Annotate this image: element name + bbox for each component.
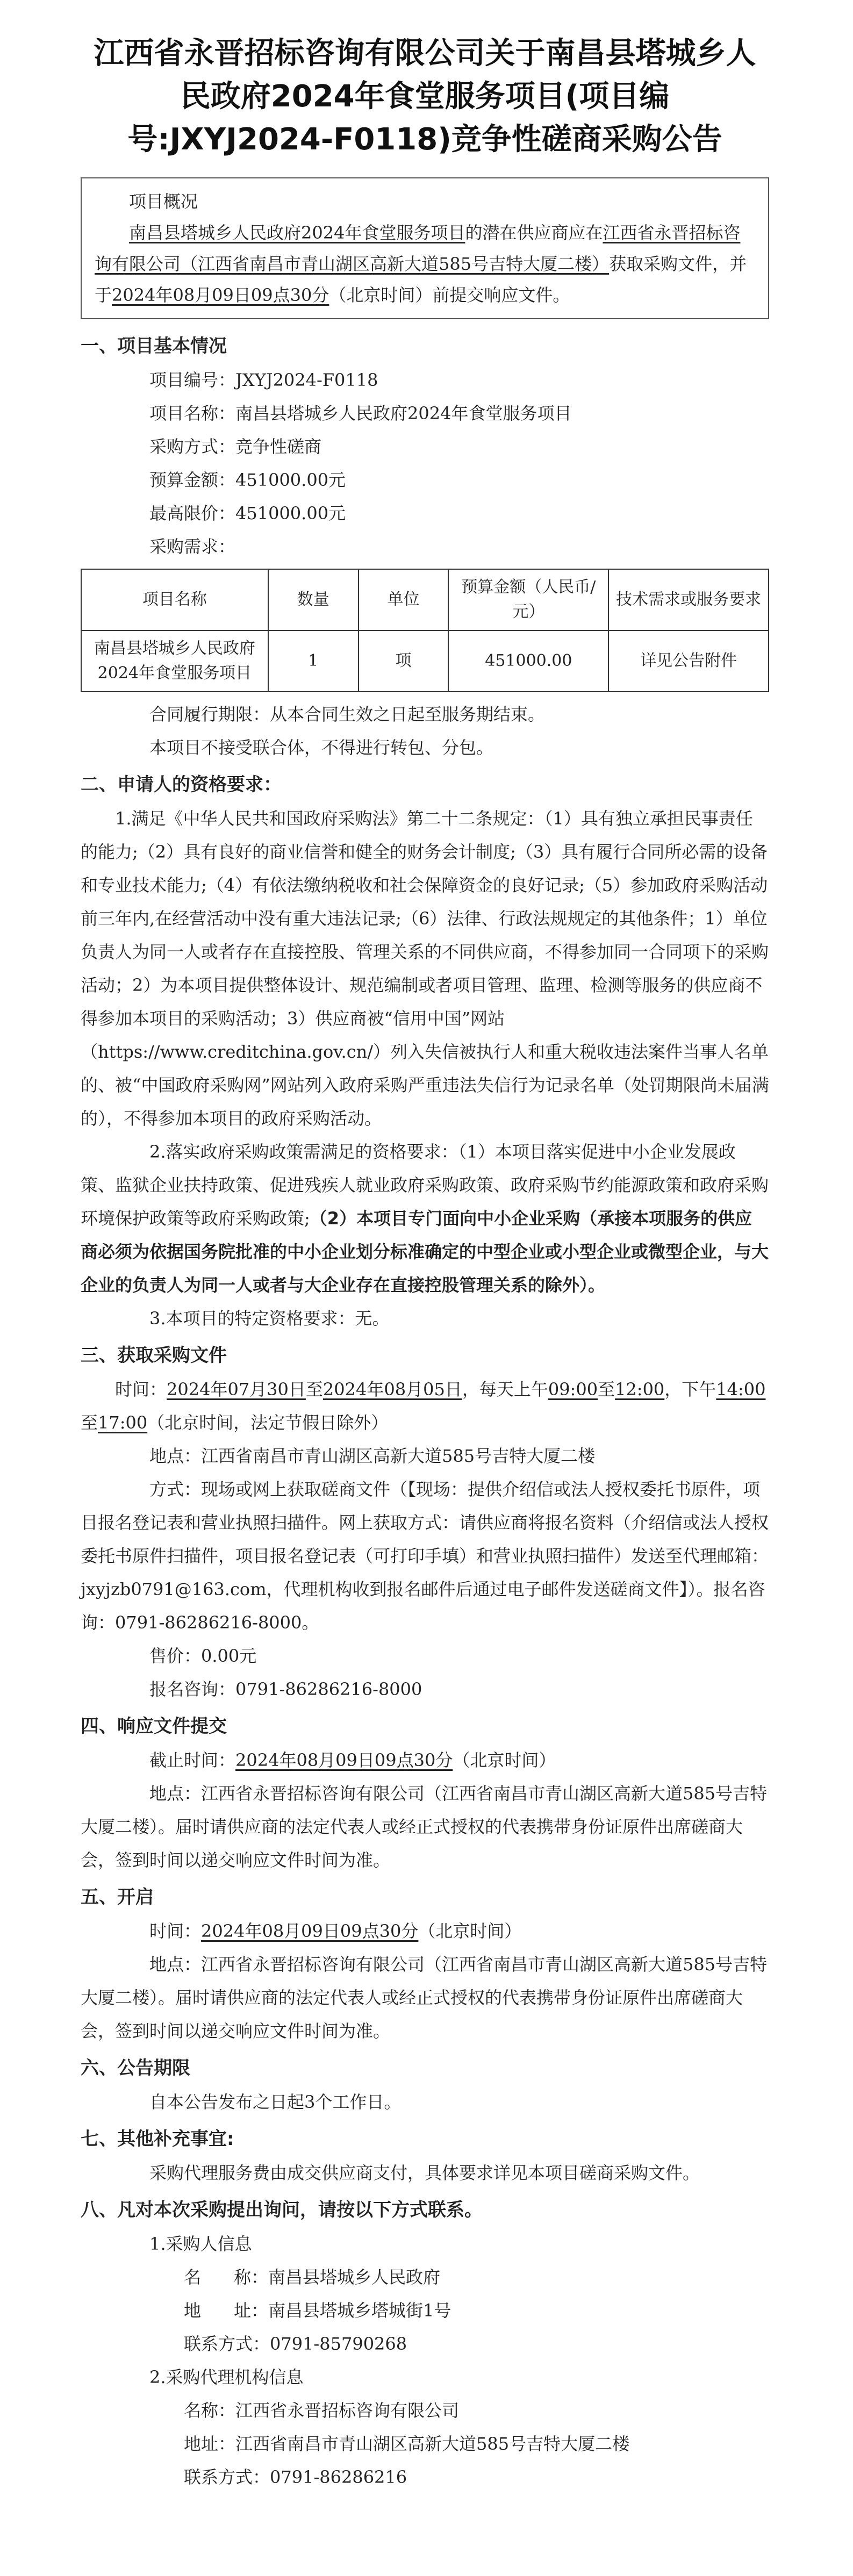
announcement-title: 江西省永晋招标咨询有限公司关于南昌县塔城乡人民政府2024年食堂服务项目(项目编号:JXYJ2024-F0118)竞争性磋商采购公告	[94, 36, 756, 157]
other-matters: 采购代理服务费由成交供应商支付，具体要求详见本项目磋商采购文件。	[149, 2163, 700, 2183]
contract-period: 合同履行期限：从本合同生效之日起至服务期结束。	[149, 704, 546, 724]
table-cell: 南昌县塔城乡人民政府2024年食堂服务项目	[81, 630, 268, 692]
registration-contact: 报名咨询：0791-86286216-8000	[149, 1679, 422, 1699]
project-number: 项目编号：JXYJ2024-F0118	[149, 370, 378, 390]
buyer-info-heading: 1.采购人信息	[149, 2234, 252, 2254]
section-2-heading: 二、申请人的资格要求：	[81, 774, 282, 795]
procurement-method: 采购方式：竞争性磋商	[149, 436, 322, 457]
requirements-label: 采购需求：	[149, 536, 236, 557]
section-8-heading: 八、凡对本次采购提出询问，请按以下方式联系。	[81, 2199, 483, 2221]
table-cell: 项	[359, 630, 449, 692]
buyer-name: 名 称：南昌县塔城乡人民政府	[184, 2267, 441, 2287]
section-4-heading: 四、响应文件提交	[81, 1716, 227, 1737]
table-header: 数量	[268, 569, 359, 630]
overview-project-name: 南昌县塔城乡人民政府2024年食堂服务项目	[129, 223, 465, 243]
table-row	[81, 630, 769, 692]
project-overview-box	[81, 177, 769, 319]
table-cell: 1	[268, 630, 359, 692]
table-header: 技术需求或服务要求	[608, 569, 769, 630]
project-name: 项目名称：南昌县塔城乡人民政府2024年食堂服务项目	[149, 403, 572, 424]
document-price: 售价：0.00元	[149, 1646, 257, 1666]
agent-contact: 联系方式：0791-86286216	[184, 2467, 407, 2487]
section-1-heading: 一、项目基本情况	[81, 335, 227, 357]
section-7-heading: 七、其他补充事宜:	[81, 2128, 234, 2150]
max-price: 最高限价：451000.00元	[149, 503, 346, 523]
table-cell: 详见公告附件	[608, 630, 769, 692]
qualification-item-1: 1.满足《中华人民共和国政府采购法》第二十二条规定：（1）具有独立承担民事责任的能力;（2）具有良好的商业信誉和健全的财务会计制度;（3）具有履行合同所必需的设备和专业技术能力;（4）有依法缴纳税收和社会保障资金的良好记录;（5）参加政府采购活动前三年内,在经营活动中没有重大违法记录;（6）法律、行政法规规定的其他条件；1）单位负责人为同一人或者存在直接控股、管理关系的不同供应商，不得参加同一合同项下的采购活动；2）为本项目提供整体设计、规范编制或者项目管理、监理、检测等服务的供应商不得参加本项目的采购活动；3）供应商被“信用中国”网站（https://www.creditchina.gov.cn/）列入失信被执行人和重大税收违法案件当事人名单的、被“中国政府采购网”网站列入政府采购严重违法失信行为记录名单（处罚期限尚未届满的），不得参加本项目的政府采购活动。	[81, 808, 769, 1129]
acquisition-location: 地点：江西省南昌市青山湖区高新大道585号吉特大厦二楼	[149, 1446, 596, 1466]
sme-requirement: （2）本项目专门面向中小企业采购（承接本项服务的供应商必须为依据国务院批准的中小企业划分标准确定的中型企业或小型企业或微型企业，与大企业的负责人为同一人或者与大企业存在直接控股管理关系的除外）。	[81, 1208, 769, 1295]
agent-name: 名称：江西省永晋招标咨询有限公司	[184, 2400, 460, 2421]
overview-agent-address: 江西省永晋招标咨询有限公司（江西省南昌市青山湖区高新大道585号吉特大厦二楼）	[95, 223, 741, 274]
overview-heading: 项目概况	[129, 191, 198, 212]
overview-text: 南昌县塔城乡人民政府2024年食堂服务项目的潜在供应商应在江西省永晋招标咨询有限公司（江西省南昌市青山湖区高新大道585号吉特大厦二楼）获取采购文件，并于2024年08月09日09点30分（北京时间）前提交响应文件。	[95, 223, 747, 305]
table-header: 预算金额（人民币/元）	[448, 569, 608, 630]
buyer-address: 地 址：南昌县塔城乡塔城街1号	[184, 2300, 451, 2321]
agent-info-heading: 2.采购代理机构信息	[149, 2367, 304, 2387]
table-header: 项目名称	[81, 569, 268, 630]
agent-address: 地址：江西省南昌市青山湖区高新大道585号吉特大厦二楼	[184, 2434, 630, 2454]
table-cell: 451000.00	[448, 630, 608, 692]
opening-time: 时间：2024年08月09日09点30分（北京时间）	[149, 1921, 522, 1941]
no-consortium-note: 本项目不接受联合体，不得进行转包、分包。	[149, 737, 494, 758]
budget-amount: 预算金额：451000.00元	[149, 470, 346, 490]
buyer-contact: 联系方式：0791-85790268	[184, 2334, 407, 2354]
submission-deadline: 截止时间：2024年08月09日09点30分（北京时间）	[149, 1750, 556, 1770]
section-5-heading: 五、开启	[81, 1886, 154, 1908]
overview-deadline: 2024年08月09日09点30分	[112, 285, 329, 305]
acquisition-time: 时间：2024年07月30日至2024年08月05日，每天上午09:00至12:00，下午14:00至17:00（北京时间，法定节假日除外）	[81, 1379, 766, 1433]
notice-period: 自本公告发布之日起3个工作日。	[149, 2092, 402, 2112]
requirements-table	[81, 569, 769, 692]
qualification-item-2: 2.落实政府采购政策需满足的资格要求：（1）本项目落实促进中小企业发展政策、监狱企业扶持政策、促进残疾人就业政府采购政策、政府采购节约能源政策和政府采购环境保护政策等政府采购政策;（2）本项目专门面向中小企业采购（承接本项服务的供应商必须为依据国务院批准的中小企业划分标准确定的中型企业或小型企业或微型企业，与大企业的负责人为同一人或者与大企业存在直接控股管理关系的除外）。	[81, 1142, 769, 1295]
table-header-row	[81, 569, 769, 630]
section-6-heading: 六、公告期限	[81, 2057, 190, 2079]
qualification-item-3: 3.本项目的特定资格要求：无。	[149, 1308, 390, 1329]
acquisition-method: 方式：现场或网上获取磋商文件（【现场：提供介绍信或法人授权委托书原件，项目报名登记表和营业执照扫描件。网上获取方式：请供应商将报名资料（介绍信或法人授权委托书原件扫描件，项目报名登记表（可打印手填）和营业执照扫描件）发送至代理邮箱：jxyjzb0791@163.com，代理机构收到报名邮件后通过电子邮件发送磋商文件】）。报名咨询：0791-86286216-8000。	[81, 1479, 769, 1633]
opening-location: 地点：江西省永晋招标咨询有限公司（江西省南昌市青山湖区高新大道585号吉特大厦二楼）。届时请供应商的法定代表人或经正式授权的代表携带身份证原件出席磋商大会，签到时间以递交响应文件时间为准。	[81, 1954, 768, 2041]
submission-location: 地点：江西省永晋招标咨询有限公司（江西省南昌市青山湖区高新大道585号吉特大厦二楼）。届时请供应商的法定代表人或经正式授权的代表携带身份证原件出席磋商大会，签到时间以递交响应文件时间为准。	[81, 1783, 768, 1870]
section-3-heading: 三、获取采购文件	[81, 1345, 227, 1366]
table-header: 单位	[359, 569, 449, 630]
